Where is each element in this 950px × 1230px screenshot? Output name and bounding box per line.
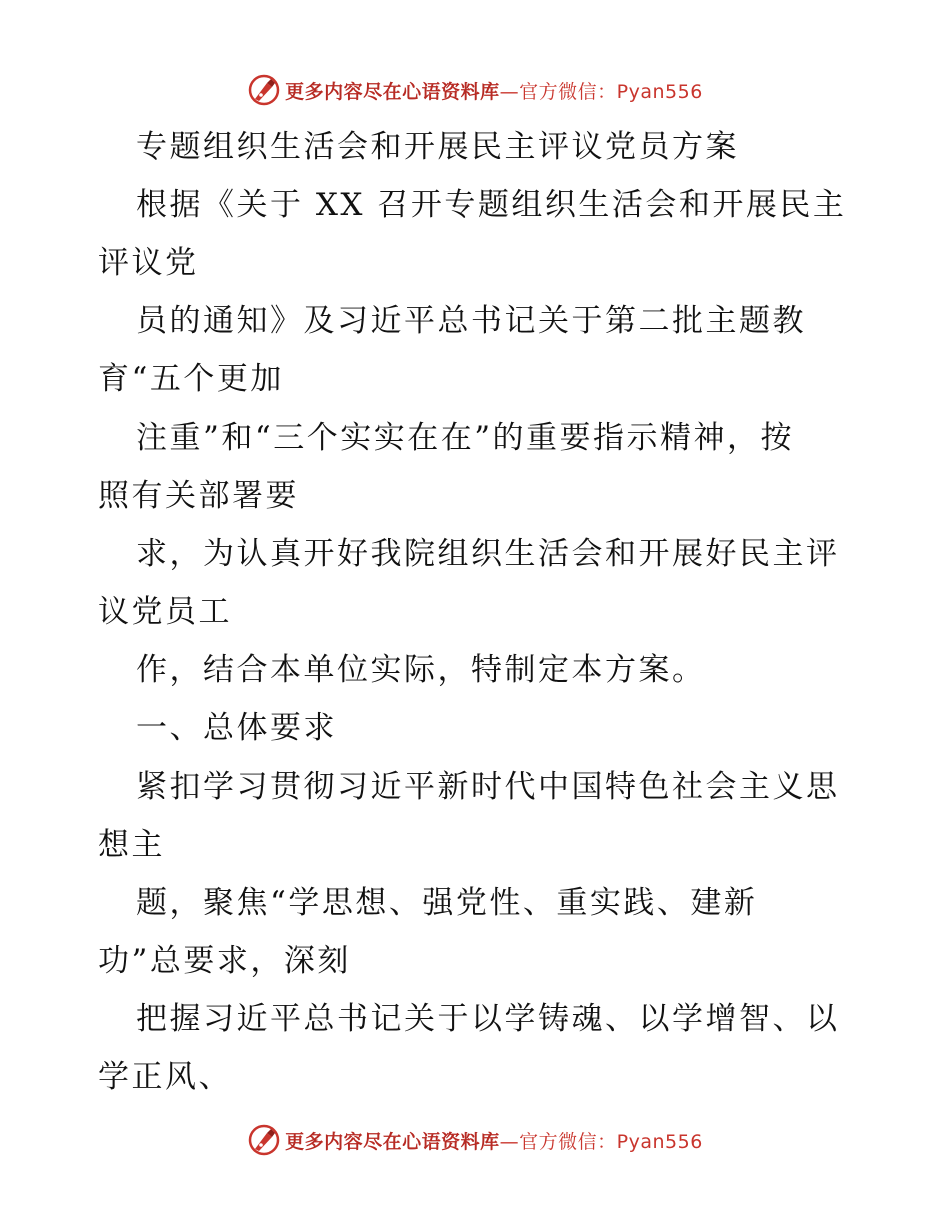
footer-banner-contact: —官方微信：Pyan556 — [499, 1130, 703, 1153]
paragraph-line: 照有关部署要 — [98, 478, 299, 514]
paragraph-line: 育“五个更加 — [98, 361, 284, 397]
footer-banner-title: 更多内容尽在心语资料库 — [285, 1130, 500, 1153]
paragraph-line: 紧扣学习贯彻习近平新时代中国特色社会主义思 — [136, 769, 840, 805]
paragraph-line: 功”总要求，深刻 — [98, 943, 351, 979]
paragraph-line: 议党员工 — [98, 594, 232, 630]
header-banner — [0, 70, 950, 110]
paragraph-line: 题，聚焦“学思想、强党性、重实践、建新 — [136, 885, 758, 921]
footer-banner — [0, 1120, 950, 1160]
paragraph-line: 员的通知》及习近平总书记关于第二批主题教 — [136, 303, 806, 339]
paragraph-line: 作，结合本单位实际，特制定本方案。 — [136, 652, 706, 688]
section-heading: 一、总体要求 — [136, 710, 337, 746]
header-banner-title: 更多内容尽在心语资料库 — [285, 80, 500, 103]
paragraph-line: 求，为认真开好我院组织生活会和开展好民主评 — [136, 536, 840, 572]
paragraph-line: 学正风、 — [98, 1059, 232, 1095]
paragraph-line: 评议党 — [98, 245, 199, 281]
pen-nib-logo-icon — [247, 1123, 281, 1157]
header-banner-contact: —官方微信：Pyan556 — [499, 80, 703, 103]
pen-nib-logo-icon — [247, 73, 281, 107]
paragraph-line: 想主 — [98, 827, 165, 863]
paragraph-line: 注重”和“三个实实在在”的重要指示精神，按 — [136, 420, 795, 456]
paragraph-line: 根据《关于 XX 召开专题组织生活会和开展民主 — [136, 187, 847, 223]
document-title: 专题组织生活会和开展民主评议党员方案 — [136, 129, 739, 165]
paragraph-line: 把握习近平总书记关于以学铸魂、以学增智、以 — [136, 1001, 840, 1037]
